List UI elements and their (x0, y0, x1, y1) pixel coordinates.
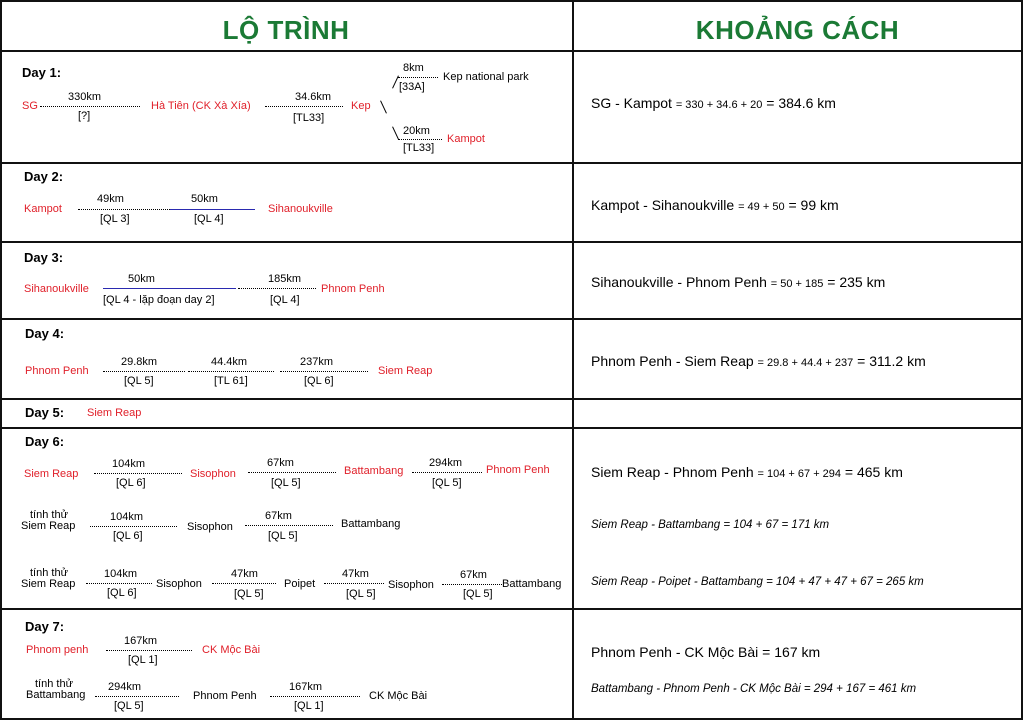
route-segment (324, 583, 384, 584)
day2-summary (591, 197, 839, 215)
row-divider (0, 162, 1023, 164)
day7-label: Day 7: (25, 619, 65, 634)
day4-road3: [QL 6] (304, 375, 334, 387)
table-border-top (0, 0, 1023, 2)
day6-r1-road2: [QL 5] (271, 477, 301, 489)
day6-r3-label2: Siem Reap (21, 578, 76, 590)
route-segment (398, 139, 442, 140)
route-segment (442, 584, 502, 585)
day1-summary-total: = 384.6 km (766, 95, 836, 111)
day6-r3-dist1: 104km (104, 568, 138, 580)
day6-r3-dist3: 47km (342, 568, 369, 580)
day6-r3-dist2: 47km (231, 568, 258, 580)
table-border-left (0, 0, 2, 720)
day6-r2-road2: [QL 5] (268, 530, 298, 542)
day6-summary-total: = 465 km (844, 464, 903, 480)
row-divider (0, 398, 1023, 400)
day1-branch1-road: [33A] (399, 81, 425, 93)
day4-dist3: 237km (300, 356, 334, 368)
day4-start: Phnom Penh (25, 365, 89, 377)
day6-alt2: Siem Reap - Poipet - Battambang = 104 + 47 + 47 + 67 = 265 km (591, 576, 924, 588)
day1-branch1-dist: 8km (403, 62, 424, 74)
route-segment (248, 472, 336, 473)
day1-branch2-dist: 20km (403, 125, 430, 137)
route-segment (90, 526, 177, 527)
day7-r1-start: Phnom penh (26, 644, 89, 656)
day4-road2: [TL 61] (214, 375, 248, 387)
route-segment (398, 77, 438, 78)
day4-road1: [QL 5] (124, 375, 154, 387)
day6-r3-road4: [QL 5] (463, 588, 493, 600)
day6-summary-main: Siem Reap - Phnom Penh (591, 464, 754, 480)
day1-summary-main: SG - Kampot (591, 95, 672, 111)
day7-r2-dist1: 294km (108, 681, 142, 693)
day1-branch1-dest: Kep national park (443, 71, 529, 83)
day2-dist1: 49km (97, 193, 124, 205)
day6-r3-road2: [QL 5] (234, 588, 264, 600)
day6-r1-road3: [QL 5] (432, 477, 462, 489)
day6-r1-dist3: 294km (429, 457, 463, 469)
day6-r2-road1: [QL 6] (113, 530, 143, 542)
day4-end: Siem Reap (378, 365, 433, 377)
day3-end: Phnom Penh (321, 283, 385, 295)
route-segment (103, 288, 236, 289)
route-segment (170, 209, 255, 210)
day6-r3-end: Battambang (502, 578, 562, 590)
day6-r2-label1: tính thử (30, 509, 68, 521)
day2-dist2: 50km (191, 193, 218, 205)
day3-dist2: 185km (268, 273, 302, 285)
day4-dist2: 44.4km (211, 356, 248, 368)
day3-start: Sihanoukville (24, 283, 89, 295)
day6-summary-calc: = 104 + 67 + 294 (757, 468, 842, 480)
day7-r2-label2: Battambang (26, 689, 86, 701)
route-segment (238, 288, 316, 289)
day1-kep: Kep (351, 100, 371, 112)
column-divider (572, 0, 574, 720)
day7-r2-label1: tính thử (35, 678, 73, 690)
branch-line (392, 126, 399, 139)
row-divider (0, 608, 1023, 610)
day4-dist1: 29.8km (121, 356, 158, 368)
day2-road2: [QL 4] (194, 213, 224, 225)
day6-r3-mid3: Sisophon (388, 579, 434, 591)
row-divider (0, 50, 1023, 52)
day5-label: Day 5: (25, 405, 65, 420)
day1-branch2-dest: Kampot (447, 133, 485, 145)
day7-r2-road1: [QL 5] (114, 700, 144, 712)
route-header: LỘ TRÌNH (222, 15, 350, 45)
route-segment (270, 696, 360, 697)
row-divider (0, 241, 1023, 243)
day3-dist1: 50km (128, 273, 155, 285)
day3-label: Day 3: (24, 250, 64, 265)
day2-end: Sihanoukville (268, 203, 333, 215)
day2-start: Kampot (24, 203, 62, 215)
day6-r1-dist2: 67km (267, 457, 294, 469)
route-segment (265, 106, 343, 107)
route-segment (40, 106, 140, 107)
route-segment (103, 371, 185, 372)
day1-dist1: 330km (68, 91, 102, 103)
day6-summary (591, 464, 903, 482)
route-segment (106, 650, 192, 651)
day6-r3-road3: [QL 5] (346, 588, 376, 600)
day6-r1-mid1: Sisophon (190, 468, 236, 480)
day7-r1-end: CK Mộc Bài (202, 644, 261, 656)
day6-r1-mid2: Battambang (344, 465, 404, 477)
route-segment (78, 209, 170, 210)
day6-r2-dist2: 67km (265, 510, 292, 522)
day3-road1: [QL 4 - lặp đoạn day 2] (103, 294, 215, 306)
day2-label: Day 2: (24, 169, 64, 184)
day3-summary-total: = 235 km (827, 274, 886, 290)
day3-summary-main: Sihanoukville - Phnom Penh (591, 274, 767, 290)
day1-label: Day 1: (22, 65, 62, 80)
day6-label: Day 6: (25, 434, 65, 449)
route-segment (245, 525, 333, 526)
day5-place: Siem Reap (87, 407, 142, 419)
day1-branch2-road: [TL33] (403, 142, 435, 154)
row-divider (0, 318, 1023, 320)
day7-r1-road1: [QL 1] (128, 654, 158, 666)
day3-summary (591, 274, 885, 292)
route-segment (280, 371, 368, 372)
day6-r3-mid1: Sisophon (156, 578, 202, 590)
day6-r1-dist1: 104km (112, 458, 146, 470)
day3-road2: [QL 4] (270, 294, 300, 306)
day6-r1-start: Siem Reap (24, 468, 79, 480)
distance-header: KHOẢNG CÁCH (695, 15, 900, 45)
day4-summary (591, 353, 926, 371)
day6-r2-mid1: Sisophon (187, 521, 233, 533)
day7-summary: Phnom Penh - CK Mộc Bài = 167 km (591, 644, 821, 660)
day1-summary (591, 95, 836, 113)
day7-r2-mid1: Phnom Penh (193, 690, 257, 702)
day3-summary-calc: = 50 + 185 (770, 278, 824, 290)
day6-r2-end: Battambang (341, 518, 401, 530)
day6-r3-dist4: 67km (460, 569, 487, 581)
day6-r3-road1: [QL 6] (107, 587, 137, 599)
route-segment (95, 696, 179, 697)
route-segment (86, 583, 152, 584)
day2-road1: [QL 3] (100, 213, 130, 225)
day6-r1-road1: [QL 6] (116, 477, 146, 489)
route-segment (94, 473, 182, 474)
day2-summary-calc: = 49 + 50 (738, 201, 785, 213)
day4-summary-calc: = 29.8 + 44.4 + 237 (757, 357, 854, 369)
day6-r2-dist1: 104km (110, 511, 144, 523)
day4-label: Day 4: (25, 326, 65, 341)
day4-summary-total: = 311.2 km (857, 353, 926, 369)
day7-r2-road2: [QL 1] (294, 700, 324, 712)
day1-dist2: 34.6km (295, 91, 332, 103)
day2-summary-total: = 99 km (788, 197, 839, 213)
day1-road1: [?] (78, 110, 91, 122)
day6-alt1: Siem Reap - Battambang = 104 + 67 = 171 km (591, 519, 830, 531)
branch-line (380, 100, 387, 113)
day4-summary-main: Phnom Penh - Siem Reap (591, 353, 754, 369)
day6-r3-mid2: Poipet (284, 578, 316, 590)
day2-summary-main: Kampot - Sihanoukville (591, 197, 735, 213)
day6-r3-label1: tính thử (30, 567, 68, 579)
day1-road2: [TL33] (293, 112, 325, 124)
route-segment (412, 472, 482, 473)
route-segment (188, 371, 274, 372)
row-divider (0, 427, 1023, 429)
day1-summary-calc: = 330 + 34.6 + 20 (675, 99, 763, 111)
day6-r1-end: Phnom Penh (486, 464, 550, 476)
day7-alt1: Battambang - Phnom Penh - CK Mộc Bài = 294 + 167 = 461 km (591, 683, 917, 695)
day1-mid: Hà Tiên (CK Xà Xía) (151, 100, 251, 112)
day1-start: SG (22, 100, 38, 112)
day6-r2-label2: Siem Reap (21, 520, 76, 532)
route-segment (212, 583, 276, 584)
day7-r2-dist2: 167km (289, 681, 323, 693)
day7-r2-end: CK Mộc Bài (369, 690, 428, 702)
day7-r1-dist1: 167km (124, 635, 158, 647)
